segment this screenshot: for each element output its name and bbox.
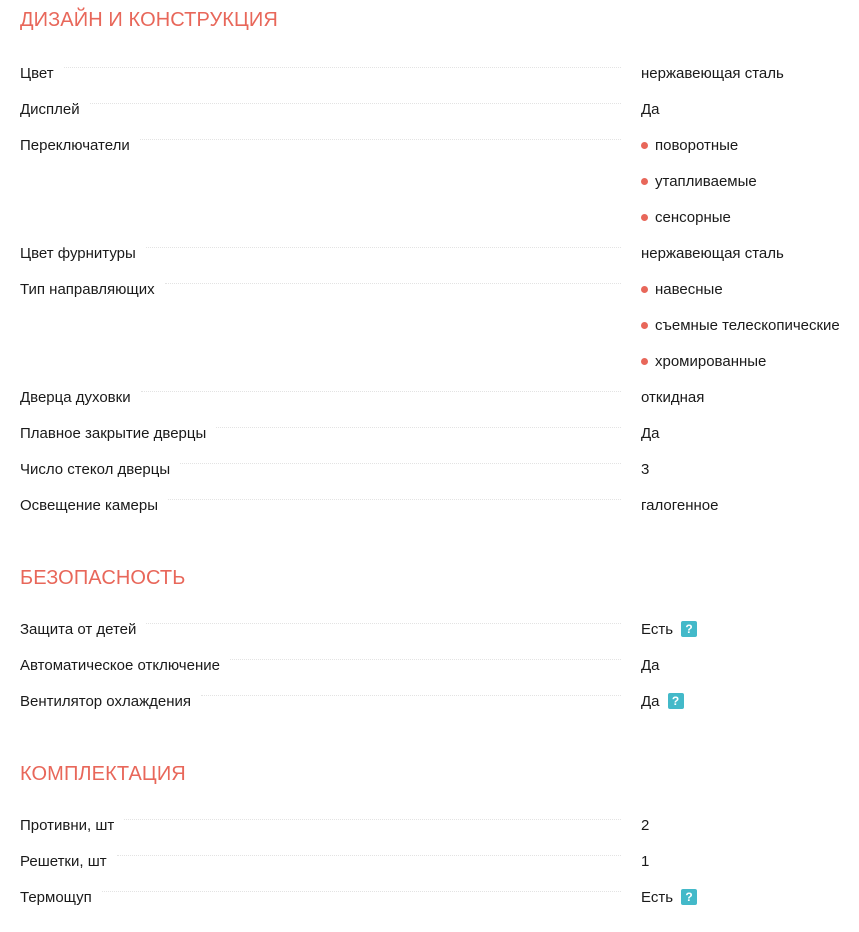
section-title: ДИЗАЙН И КОНСТРУКЦИЯ [20,9,278,31]
spec-name: Противни, шт [20,808,124,844]
spec-name: Переключатели [20,128,140,164]
spec-name: Дверца духовки [20,380,141,416]
dotted-leader [146,247,621,248]
spec-row [20,92,859,128]
spec-value [641,684,859,720]
dotted-leader [102,891,621,892]
spec-value-text: Да [641,693,660,710]
spec-row [20,236,859,272]
spec-name: Плавное закрытие дверцы [20,416,216,452]
list-item-label: хромированные [655,353,767,370]
spec-value [641,612,859,648]
list-item [641,200,859,236]
spec-row [20,488,859,524]
list-item-label: навесные [655,281,723,298]
spec-value-text: Есть [641,889,674,906]
section-safety [20,564,859,720]
spec-row [20,880,859,916]
list-item-label: съемные телескопические [655,317,840,334]
help-icon[interactable]: ? [668,693,684,709]
spec-name: Число стекол дверцы [20,452,180,488]
dotted-leader [124,819,621,820]
spec-row [20,416,859,452]
bullet-icon [641,286,648,293]
spec-row [20,648,859,684]
spec-value-text: Есть [641,621,674,638]
dotted-leader [201,695,621,696]
spec-value: 1 [641,853,650,870]
spec-name: Цвет [20,56,64,92]
spec-row [20,56,859,92]
section-title: КОМПЛЕКТАЦИЯ [20,763,186,785]
specs-panel [0,6,859,916]
dotted-leader [165,283,621,284]
list-item [641,128,859,164]
spec-value-list [641,128,859,236]
list-item-label: поворотные [655,137,739,154]
help-icon[interactable]: ? [681,889,697,905]
bullet-icon [641,214,648,221]
spec-row [20,844,859,880]
bullet-icon [641,358,648,365]
spec-row [20,452,859,488]
spec-value: 2 [641,817,650,834]
dotted-leader [64,67,621,68]
dotted-leader [168,499,621,500]
spec-value: откидная [641,389,705,406]
spec-row [20,684,859,720]
bullet-icon [641,322,648,329]
dotted-leader [180,463,621,464]
list-item [641,308,859,344]
section-equipment [20,760,859,916]
spec-value: Да [641,425,660,442]
spec-value: галогенное [641,497,719,514]
list-item [641,272,859,308]
spec-value [641,880,859,916]
dotted-leader [141,391,621,392]
spec-name: Тип направляющих [20,272,165,308]
spec-name: Вентилятор охлаждения [20,684,201,720]
spec-value: нержавеющая сталь [641,65,784,82]
spec-row [20,612,859,648]
bullet-icon [641,178,648,185]
spec-name: Защита от детей [20,612,146,648]
spec-value: Да [641,101,660,118]
spec-row [20,808,859,844]
spec-name: Решетки, шт [20,844,117,880]
dotted-leader [216,427,621,428]
spec-name: Дисплей [20,92,90,128]
spec-name: Автоматическое отключение [20,648,230,684]
spec-value-list [641,272,859,380]
dotted-leader [146,623,621,624]
spec-row [20,272,859,380]
spec-value: нержавеющая сталь [641,245,784,262]
dotted-leader [90,103,621,104]
spec-value: 3 [641,461,650,478]
list-item-label: утапливаемые [655,173,757,190]
dotted-leader [230,659,621,660]
section-title: БЕЗОПАСНОСТЬ [20,567,186,589]
spec-name: Цвет фурнитуры [20,236,146,272]
section-design [20,6,859,524]
spec-row [20,380,859,416]
dotted-leader [117,855,621,856]
spec-row [20,128,859,236]
bullet-icon [641,142,648,149]
spec-name: Освещение камеры [20,488,168,524]
list-item-label: сенсорные [655,209,731,226]
spec-name: Термощуп [20,880,102,916]
spec-value: Да [641,657,660,674]
list-item [641,344,859,380]
list-item [641,164,859,200]
dotted-leader [140,139,621,140]
help-icon[interactable]: ? [681,621,697,637]
